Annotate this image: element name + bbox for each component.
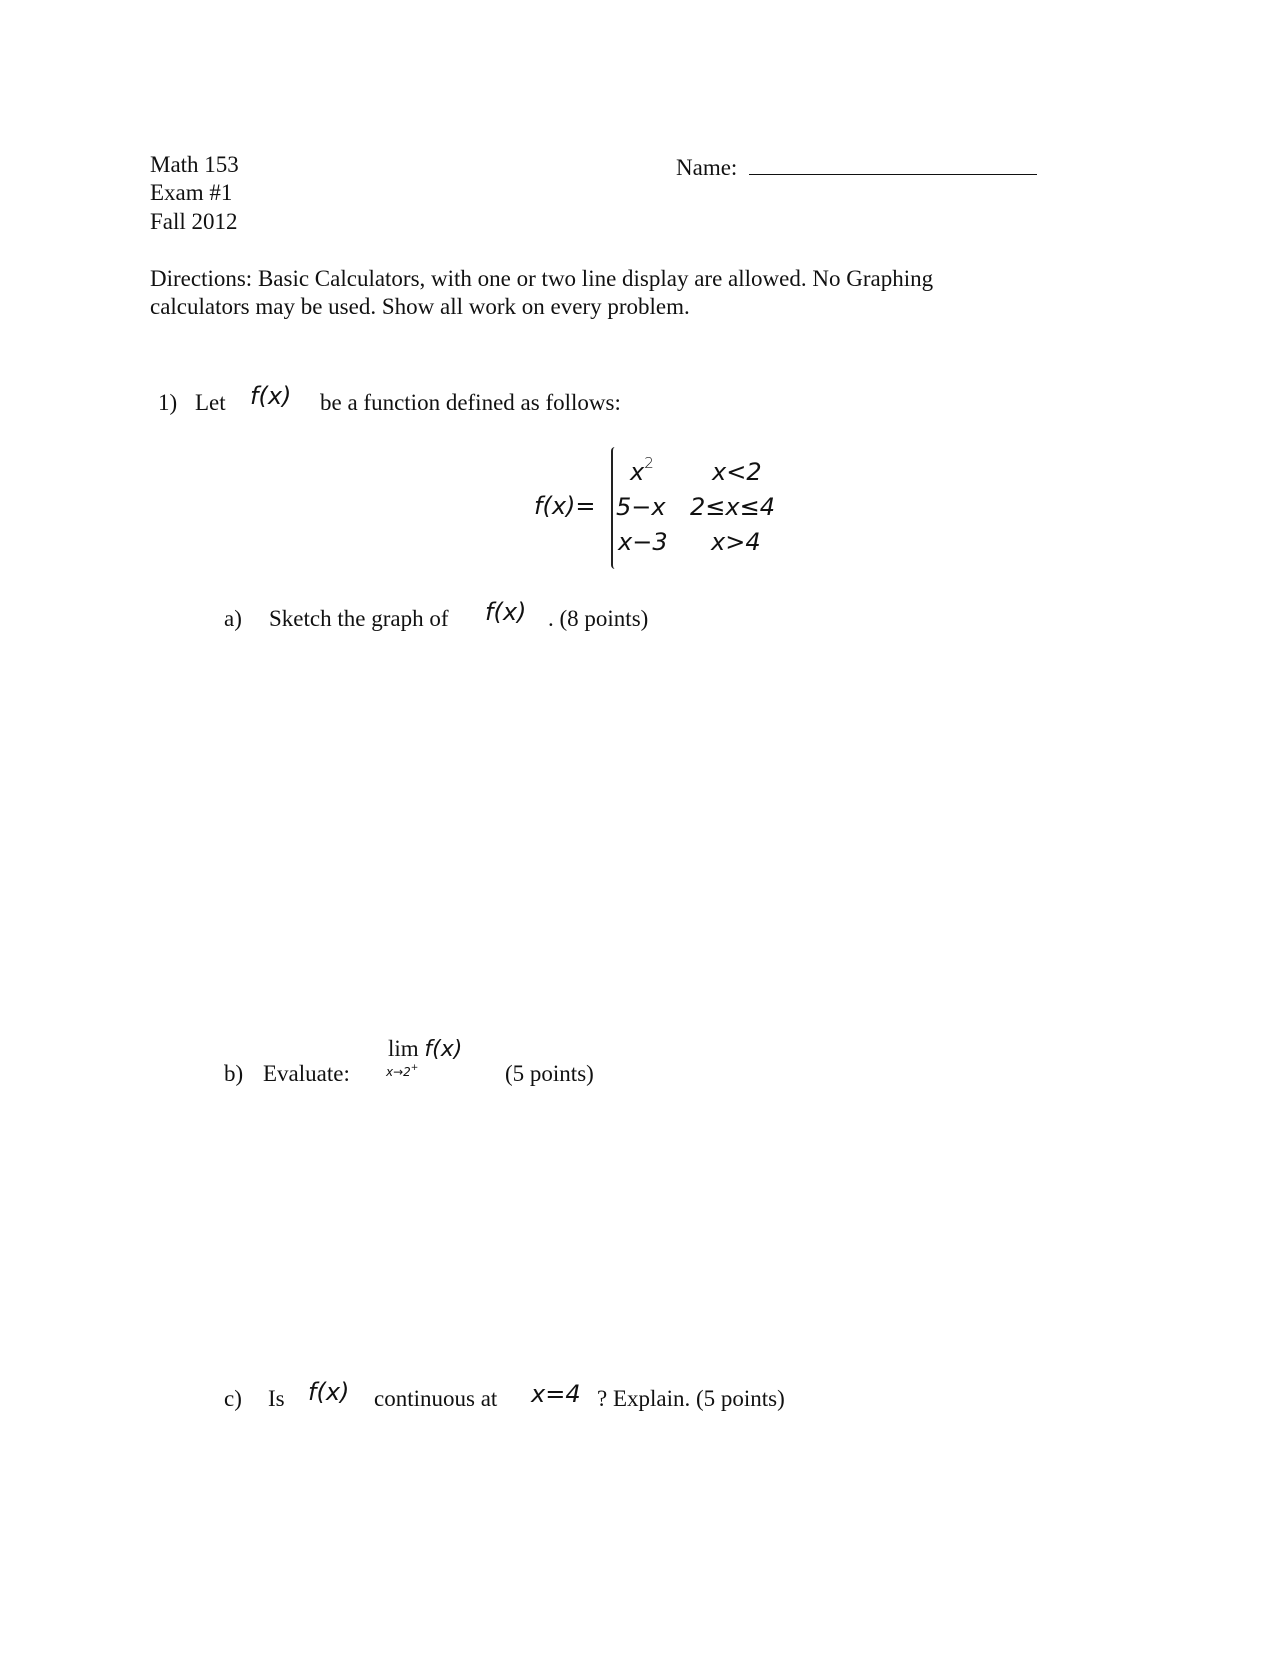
part-a-points: . (8 points) [548,606,649,631]
part-c-label: c) [224,1386,242,1411]
part-c-is: Is [268,1386,285,1411]
part-b-points: (5 points) [505,1061,594,1086]
course-title: Math 153 [150,152,239,177]
directions-line-2: calculators may be used. Show all work on every problem. [150,294,690,319]
part-a-label: a) [224,606,242,631]
problem-let: Let [195,390,226,415]
piece-3-expr: x−3 [618,528,668,556]
limit-word: lim [388,1036,419,1061]
name-label: Name: [676,155,738,180]
piece-1-condition: x<2 [712,458,762,486]
piece-2-expr: 5−x [616,493,666,521]
piece-3-condition: x>4 [711,528,761,556]
limit-subscript: x→2+ [386,1063,419,1079]
part-b-text: Evaluate: [263,1061,350,1086]
part-a-fx: f(x) [485,598,527,626]
piece-2-condition: 2≤x≤4 [690,493,775,521]
part-a-text: Sketch the graph of [269,606,449,631]
problem-intro: be a function defined as follows: [320,390,621,415]
part-c-fx: f(x) [308,1378,350,1406]
piece-1-expr: $x^2$ [630,454,654,486]
limit-expression [388,1036,462,1062]
exam-term: Fall 2012 [150,209,238,234]
problem-number: 1) [158,390,178,415]
part-c-continuous-at: continuous at [374,1386,498,1411]
part-b-label: b) [224,1061,244,1086]
name-field [676,152,1037,181]
definition-lhs: f(x)= [534,492,596,520]
exam-number: Exam #1 [150,180,233,205]
limit-fx: f(x) [424,1037,463,1062]
part-c-points: ? Explain. (5 points) [597,1386,785,1411]
part-c-point: x=4 [531,1380,581,1408]
function-fx: f(x) [250,382,292,410]
name-blank-line [749,152,1037,175]
directions-line-1: Directions: Basic Calculators, with one or two line display are allowed. No Graphing [150,266,934,291]
